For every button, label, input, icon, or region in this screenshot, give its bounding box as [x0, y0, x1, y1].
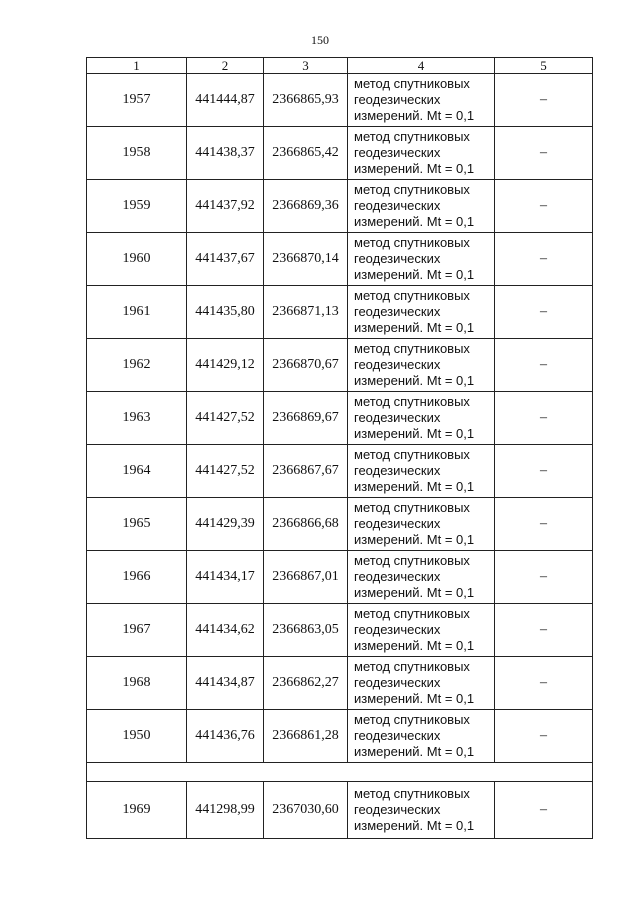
table-row: [87, 498, 593, 551]
point-number-cell: 1950: [87, 710, 187, 763]
method-text-line: геодезических: [354, 802, 441, 817]
method-text-line: геодезических: [354, 251, 441, 266]
coordinate-y-cell: 2366861,28: [264, 710, 348, 763]
method-cell: [348, 551, 495, 604]
table-header-row: [87, 58, 593, 74]
table-row: [87, 604, 593, 657]
header-cell-2: 2: [187, 58, 264, 74]
coordinate-y-cell: 2366865,93: [264, 74, 348, 127]
method-text-line: геодезических: [354, 728, 441, 743]
coordinate-x-cell: 441429,39: [187, 498, 264, 551]
method-text-line: метод спутниковых: [354, 447, 470, 462]
point-number-cell: 1963: [87, 392, 187, 445]
method-text-line: метод спутниковых: [354, 129, 470, 144]
method-text-line: измерений. Mt = 0,1: [354, 320, 475, 335]
point-number-cell: 1964: [87, 445, 187, 498]
coordinate-x-cell: 441436,76: [187, 710, 264, 763]
point-number-cell: 1959: [87, 180, 187, 233]
method-text-line: метод спутниковых: [354, 288, 470, 303]
note-cell: –: [495, 127, 593, 180]
note-cell: –: [495, 782, 593, 839]
method-cell: [348, 127, 495, 180]
method-text-line: геодезических: [354, 304, 441, 319]
method-text-line: измерений. Mt = 0,1: [354, 426, 475, 441]
header-cell-1: 1: [87, 58, 187, 74]
coordinate-y-cell: 2366867,01: [264, 551, 348, 604]
point-number-cell: 1966: [87, 551, 187, 604]
method-text-line: метод спутниковых: [354, 606, 470, 621]
point-number-cell: 1965: [87, 498, 187, 551]
method-text-line: метод спутниковых: [354, 712, 470, 727]
method-cell: [348, 74, 495, 127]
coordinates-table: [86, 57, 593, 839]
coordinate-x-cell: 441434,17: [187, 551, 264, 604]
method-cell: [348, 710, 495, 763]
coordinate-y-cell: 2366869,36: [264, 180, 348, 233]
page-number: 150: [311, 33, 329, 47]
method-cell: [348, 445, 495, 498]
method-text-line: метод спутниковых: [354, 500, 470, 515]
table-row: [87, 445, 593, 498]
table-row: [87, 339, 593, 392]
method-text-line: метод спутниковых: [354, 235, 470, 250]
method-text-line: метод спутниковых: [354, 182, 470, 197]
table-row: [87, 710, 593, 763]
coordinate-x-cell: 441444,87: [187, 74, 264, 127]
note-cell: –: [495, 392, 593, 445]
method-text-line: измерений. Mt = 0,1: [354, 744, 475, 759]
method-cell: [348, 180, 495, 233]
header-cell-4: 4: [348, 58, 495, 74]
coordinate-y-cell: 2366866,68: [264, 498, 348, 551]
method-text-line: геодезических: [354, 410, 441, 425]
note-cell: –: [495, 286, 593, 339]
coordinate-x-cell: 441437,67: [187, 233, 264, 286]
note-cell: –: [495, 710, 593, 763]
method-text-line: измерений. Mt = 0,1: [354, 638, 475, 653]
method-text-line: геодезических: [354, 198, 441, 213]
coordinate-y-cell: 2366865,42: [264, 127, 348, 180]
point-number-cell: 1960: [87, 233, 187, 286]
coordinate-y-cell: 2366870,14: [264, 233, 348, 286]
method-text-line: метод спутниковых: [354, 76, 470, 91]
method-cell: [348, 233, 495, 286]
method-text-line: измерений. Mt = 0,1: [354, 214, 475, 229]
method-cell: [348, 657, 495, 710]
coordinate-x-cell: 441437,92: [187, 180, 264, 233]
method-text-line: метод спутниковых: [354, 553, 470, 568]
method-text-line: измерений. Mt = 0,1: [354, 691, 475, 706]
method-text-line: геодезических: [354, 92, 441, 107]
header-cell-3: 3: [264, 58, 348, 74]
method-text-line: геодезических: [354, 463, 441, 478]
method-text-line: геодезических: [354, 145, 441, 160]
coordinate-y-cell: 2366869,67: [264, 392, 348, 445]
note-cell: –: [495, 180, 593, 233]
table-row: [87, 180, 593, 233]
point-number-cell: 1968: [87, 657, 187, 710]
table-row: [87, 74, 593, 127]
coordinate-y-cell: 2367030,60: [264, 782, 348, 839]
point-number-cell: 1961: [87, 286, 187, 339]
method-cell: [348, 286, 495, 339]
method-text-line: геодезических: [354, 516, 441, 531]
method-cell: [348, 392, 495, 445]
point-number-cell: 1958: [87, 127, 187, 180]
note-cell: –: [495, 551, 593, 604]
note-cell: –: [495, 657, 593, 710]
coordinate-y-cell: 2366863,05: [264, 604, 348, 657]
method-text-line: геодезических: [354, 569, 441, 584]
table-row: [87, 657, 593, 710]
method-cell: [348, 782, 495, 839]
separator-cell: [87, 763, 593, 782]
note-cell: –: [495, 604, 593, 657]
table-row: [87, 233, 593, 286]
table-separator-row: [87, 763, 593, 782]
coordinate-x-cell: 441429,12: [187, 339, 264, 392]
method-text-line: измерений. Mt = 0,1: [354, 161, 475, 176]
method-text-line: геодезических: [354, 357, 441, 372]
header-cell-5: 5: [495, 58, 593, 74]
point-number-cell: 1962: [87, 339, 187, 392]
table-body: [87, 58, 593, 839]
method-text-line: измерений. Mt = 0,1: [354, 532, 475, 547]
method-text-line: измерений. Mt = 0,1: [354, 585, 475, 600]
coordinate-x-cell: 441434,62: [187, 604, 264, 657]
note-cell: –: [495, 498, 593, 551]
method-text-line: измерений. Mt = 0,1: [354, 108, 475, 123]
note-cell: –: [495, 339, 593, 392]
method-text-line: измерений. Mt = 0,1: [354, 373, 475, 388]
table-row: [87, 286, 593, 339]
coordinate-x-cell: 441427,52: [187, 445, 264, 498]
table-row: [87, 127, 593, 180]
method-text-line: геодезических: [354, 675, 441, 690]
table-row: [87, 392, 593, 445]
table-row: [87, 551, 593, 604]
method-cell: [348, 498, 495, 551]
coordinate-x-cell: 441435,80: [187, 286, 264, 339]
coordinate-x-cell: 441438,37: [187, 127, 264, 180]
method-text-line: измерений. Mt = 0,1: [354, 479, 475, 494]
table-row: [87, 782, 593, 839]
note-cell: –: [495, 233, 593, 286]
point-number-cell: 1967: [87, 604, 187, 657]
method-text-line: геодезических: [354, 622, 441, 637]
method-text-line: метод спутниковых: [354, 786, 470, 801]
coordinate-y-cell: 2366862,27: [264, 657, 348, 710]
point-number-cell: 1969: [87, 782, 187, 839]
method-text-line: измерений. Mt = 0,1: [354, 818, 475, 833]
coordinate-y-cell: 2366871,13: [264, 286, 348, 339]
coordinate-y-cell: 2366870,67: [264, 339, 348, 392]
point-number-cell: 1957: [87, 74, 187, 127]
method-text-line: метод спутниковых: [354, 659, 470, 674]
method-text-line: метод спутниковых: [354, 341, 470, 356]
coordinate-y-cell: 2366867,67: [264, 445, 348, 498]
coordinate-x-cell: 441427,52: [187, 392, 264, 445]
method-cell: [348, 604, 495, 657]
coordinate-x-cell: 441298,99: [187, 782, 264, 839]
coordinate-x-cell: 441434,87: [187, 657, 264, 710]
method-cell: [348, 339, 495, 392]
method-text-line: метод спутниковых: [354, 394, 470, 409]
note-cell: –: [495, 74, 593, 127]
method-text-line: измерений. Mt = 0,1: [354, 267, 475, 282]
note-cell: –: [495, 445, 593, 498]
